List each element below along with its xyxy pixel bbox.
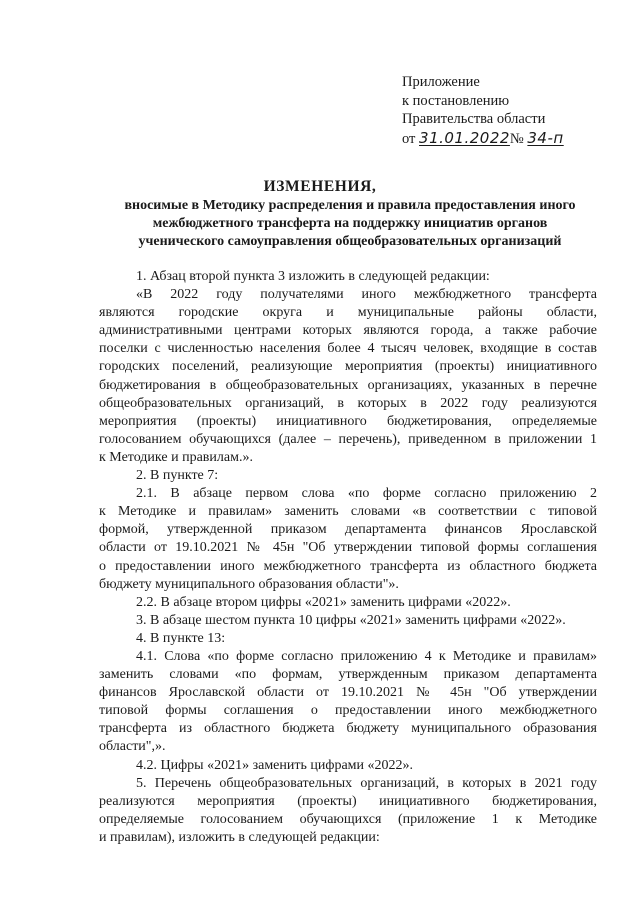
body-line: области",». (99, 739, 166, 755)
body-line: к Методике и правилам.». (99, 449, 253, 465)
document-subtitle (110, 197, 590, 251)
body-line: к Методике и правилам» заменить словами «в соответствии с типовой (99, 504, 597, 520)
body-line: и правилам), изложить в следующей редакции: (99, 829, 380, 845)
appendix-block (402, 73, 587, 148)
body-line: бюджетирования в общеобразовательных организациях, указанных в перечне (99, 377, 597, 393)
body-line: определяемые голосованием обучающихся (приложение 1 к Методике (99, 811, 597, 827)
body-line: поселки с численностью населения более 4 тысяч человек, входящие в состав (99, 341, 597, 357)
body-line: общеобразовательных организаций, в которых в 2022 году реализуются (99, 395, 597, 411)
appendix-date-line (402, 129, 587, 149)
body-line: являются городские округа и муниципальные районы области, (99, 305, 597, 321)
body-line: реализуются мероприятия (проекты) инициативного бюджетирования, (99, 793, 597, 809)
body-line: «В 2022 году получателями иного межбюджетного трансферта (136, 287, 597, 303)
body-line: трансферта из областного бюджета бюджету муниципального образования (99, 721, 597, 737)
appendix-line-2: к постановлению (402, 92, 510, 109)
document-body (99, 268, 597, 847)
subtitle-line: межбюджетного трансферта на поддержку инициатив органов (152, 216, 548, 231)
appendix-line-3: Правительства области (402, 111, 546, 127)
appendix-date: 31.01.2022 (419, 128, 510, 147)
body-line: 4.1. Слова «по форме согласно приложению 4 к Методике и правилам» (136, 648, 597, 664)
body-line: городских поселений, реализующие мероприятия (проекты) инициативного (99, 359, 597, 375)
subtitle-line: ученического самоуправления общеобразовательных организаций (138, 234, 562, 249)
body-line: мероприятия (проекты) инициативного бюджетирования, определяемые (99, 413, 597, 429)
body-line: 2.2. В абзаце втором цифры «2021» заменить цифрами «2022». (136, 594, 511, 610)
appendix-number-sign: № (509, 130, 524, 147)
body-line: 4. В пункте 13: (136, 630, 226, 646)
body-line: формой, утвержденной приказом департамента финансов Ярославской (99, 522, 597, 538)
body-line: административными центрами которых являются города, а также рабочие (99, 323, 597, 339)
body-line: типовой формы соглашения о предоставлении иного межбюджетного (99, 703, 597, 719)
body-line: области от 19.10.2021 № 45н "Об утверждении типовой формы соглашения (99, 540, 597, 556)
body-line: голосованием обучающихся (далее – перечень), приведенном в приложении 1 (99, 431, 597, 447)
body-line: 5. Перечень общеобразовательных организаций, в которых в 2021 году (136, 775, 597, 791)
body-line: заменить словами «по формам, утвержденным приказом департамента (99, 667, 597, 683)
body-line: 4.2. Цифры «2021» заменить цифрами «2022». (136, 757, 414, 773)
body-line: о предоставлении иного межбюджетного трансферта из областного бюджета (99, 558, 597, 574)
body-line: бюджету муниципального образования области"». (99, 576, 399, 592)
body-line: 2. В пункте 7: (136, 468, 219, 484)
subtitle-line: вносимые в Методику распределения и правила предоставления иного (124, 198, 576, 213)
appendix-number: 34-п (527, 128, 564, 147)
body-line: 3. В абзаце шестом пункта 10 цифры «2021» заменить цифрами «2022». (136, 612, 566, 628)
body-line: 1. Абзац второй пункта 3 изложить в следующей редакции: (136, 269, 490, 284)
appendix-date-prefix: от (402, 130, 416, 147)
appendix-line-1: Приложение (402, 74, 480, 90)
document-title: ИЗМЕНЕНИЯ, (263, 178, 377, 195)
body-line: 2.1. В абзаце первом слова «по форме согласно приложению 2 (136, 486, 597, 502)
body-line: финансов Ярославской области от 19.10.2021 № 45н "Об утверждении (99, 685, 597, 701)
